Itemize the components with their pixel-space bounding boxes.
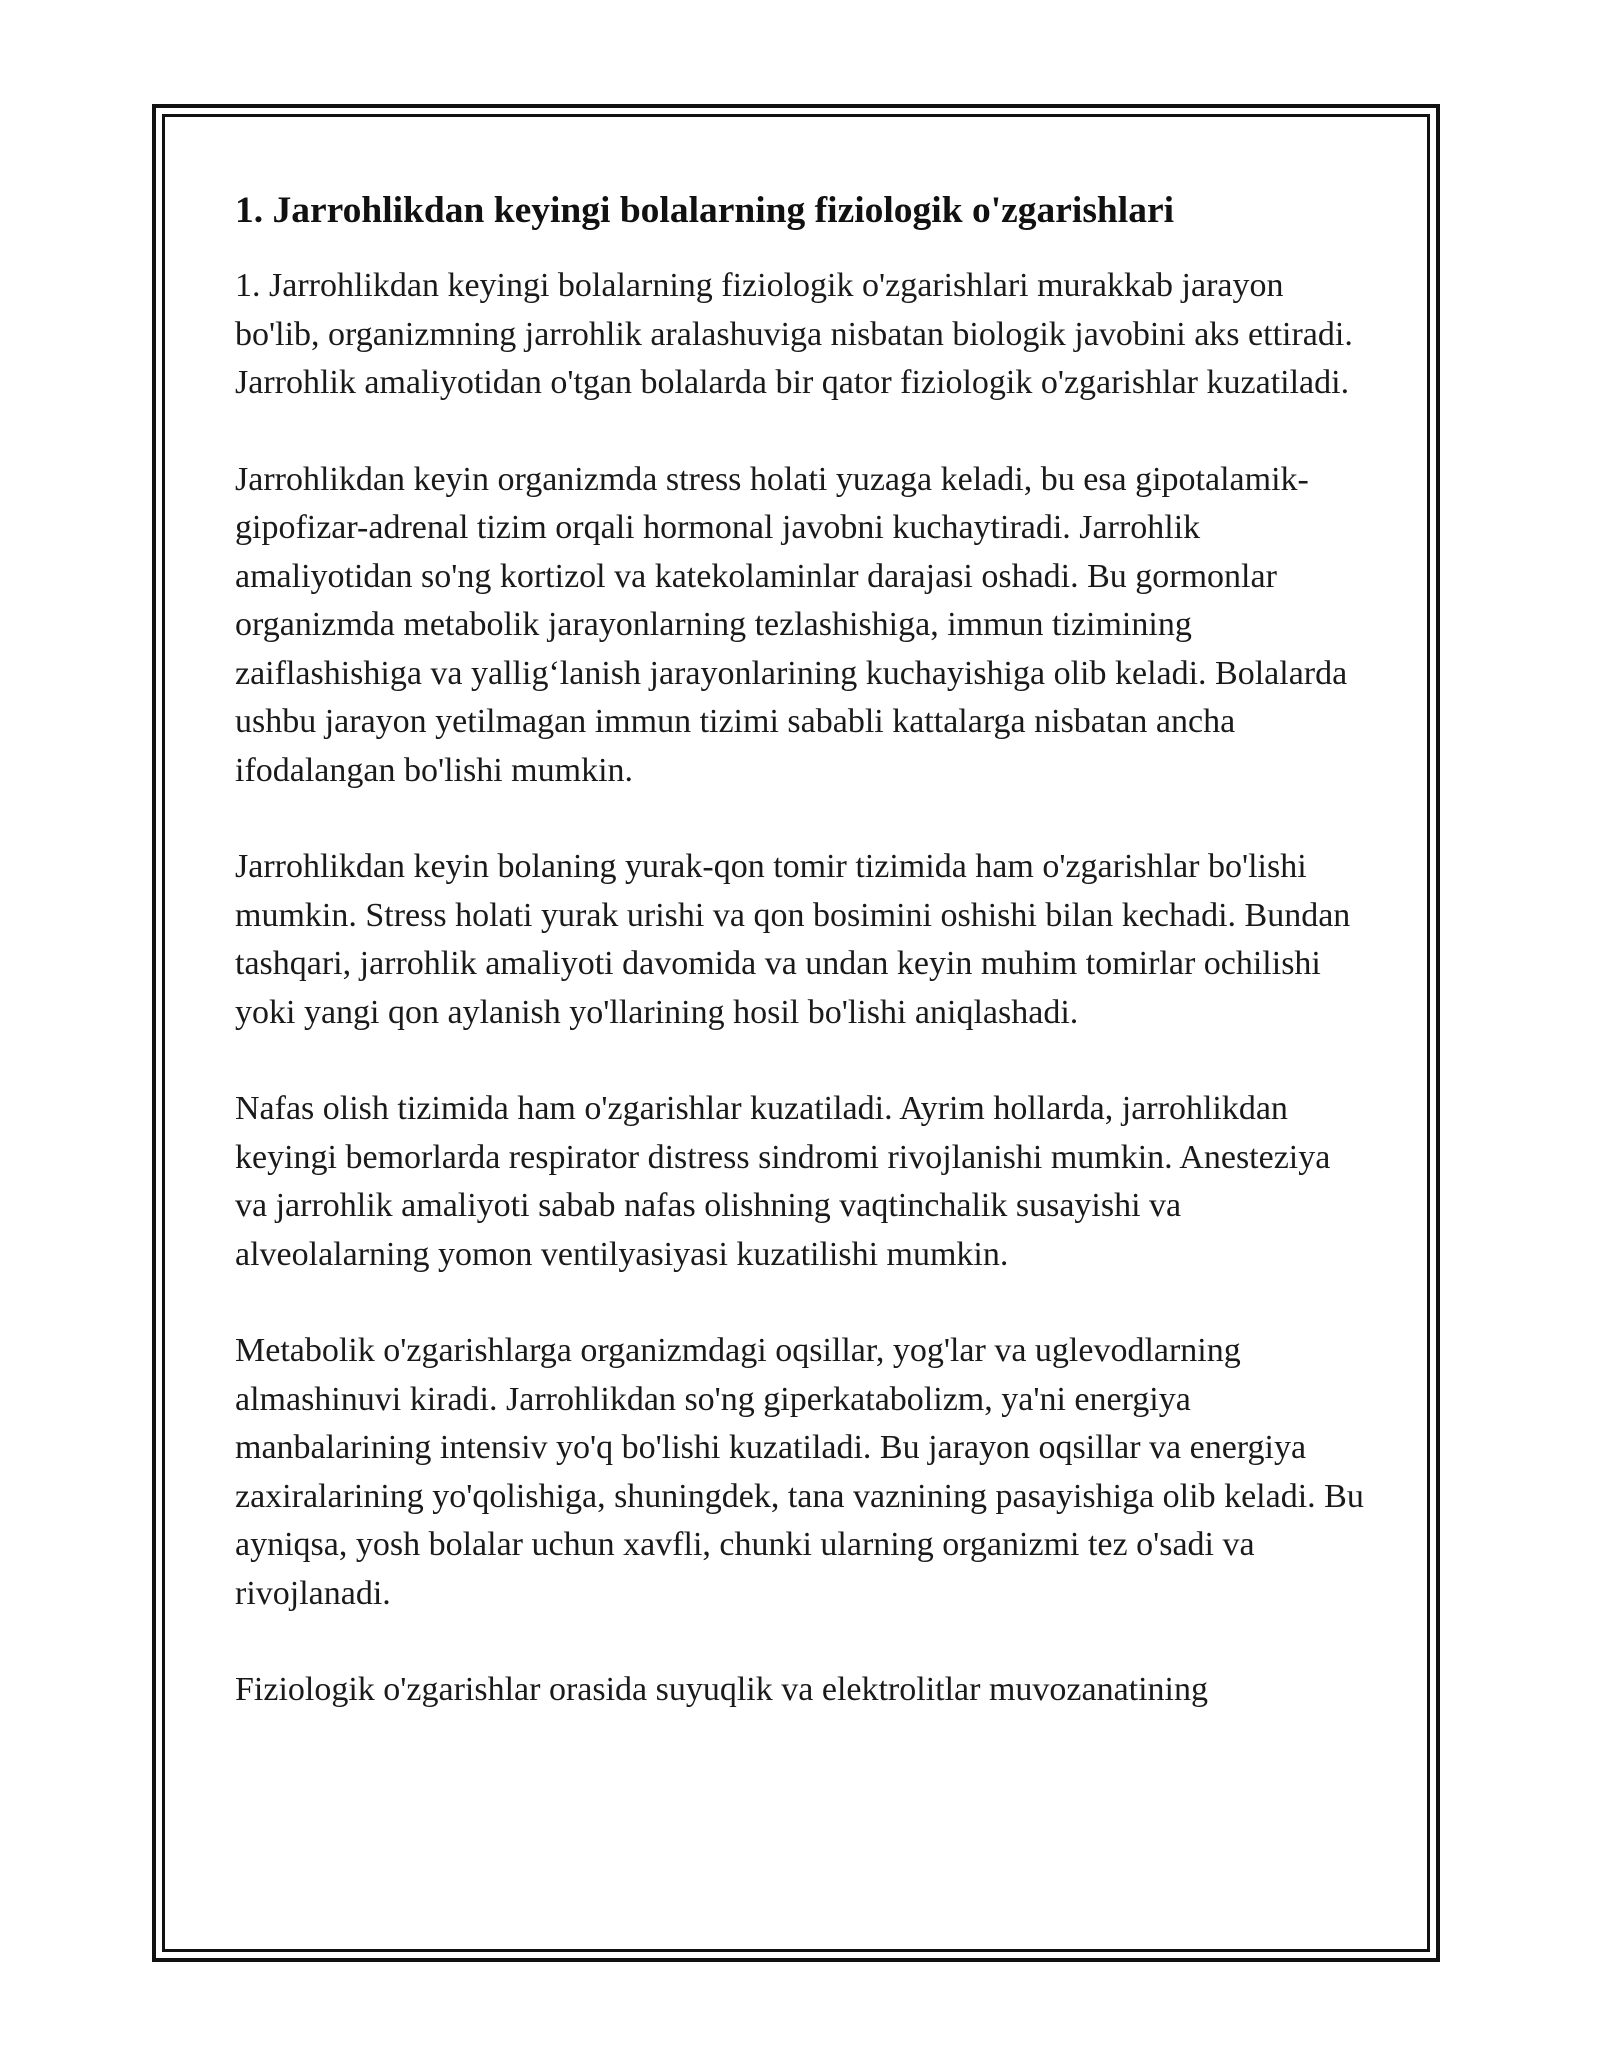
document-title: 1. Jarrohlikdan keyingi bolalarning fiziologik o'zgarishlari [235, 190, 1175, 231]
paragraph-cardiovascular: Jarrohlikdan keyin bolaning yurak-qon tomir tizimida ham o'zgarishlar bo'lishi mumkin. Stress holati yurak urishi va qon bosimini oshishi bilan kechadi. Bundan tashqari, jarrohlik amaliyoti davomida va undan keyin muhim tomirlar ochilishi yoki yangi qon aylanish yo'llarining hosil bo'lishi aniqlashadi. [235, 848, 1351, 1031]
paragraph-stress-response: Jarrohlikdan keyin organizmda stress holati yuzaga keladi, bu esa gipotalamik-gipofizar-adrenal tizim orqali hormonal javobni kuchaytiradi. Jarrohlik amaliyotidan so'ng kortizol va katekolaminlar darajasi oshadi. Bu gormonlar organizmda metabolik jarayonlarning tezlashishiga, immun tizimining zaiflashishiga va yallig‘lanish jarayonlarining kuchayishiga olib keladi. Bolalarda ushbu jarayon yetilmagan immun tizimi sababli kattalarga nisbatan ancha ifodalangan bo'lishi mumkin. [235, 460, 1348, 789]
paragraph-respiratory: Nafas olish tizimida ham o'zgarishlar kuzatiladi. Ayrim hollarda, jarrohlikdan keyingi bemorlarda respirator distress sindromi rivojlanishi mumkin. Anesteziya va jarrohlik amaliyoti sabab nafas olishning vaqtinchalik susayishi va alveolalarning yomon ventilyasiyasi kuzatilishi mumkin. [235, 1090, 1331, 1273]
paragraph-intro: 1. Jarrohlikdan keyingi bolalarning fiziologik o'zgarishlari murakkab jarayon bo'lib, organizmning jarrohlik aralashuviga nisbatan biologik javobini aks ettiradi. Jarrohlik amaliyotidan o'tgan bolalarda bir qator fiziologik o'zgarishlar kuzatiladi. [235, 267, 1353, 401]
paragraph-fluid-electrolyte: Fiziologik o'zgarishlar orasida suyuqlik va elektrolitlar muvozanatining [235, 1671, 1209, 1708]
paragraph-metabolic: Metabolik o'zgarishlarga organizmdagi oqsillar, yog'lar va uglevodlarning almashinuvi kiradi. Jarrohlikdan so'ng giperkatabolizm, ya'ni energiya manbalarining intensiv yo'q bo'lishi kuzatiladi. Bu jarayon oqsillar va energiya zaxiralarining yo'qolishiga, shuningdek, tana vaznining pasayishiga olib keladi. Bu ayniqsa, yosh bolalar uchun xavfli, chunki ularning organizmi tez o'sadi va rivojlanadi. [235, 1332, 1364, 1612]
document-body [235, 186, 1370, 1763]
